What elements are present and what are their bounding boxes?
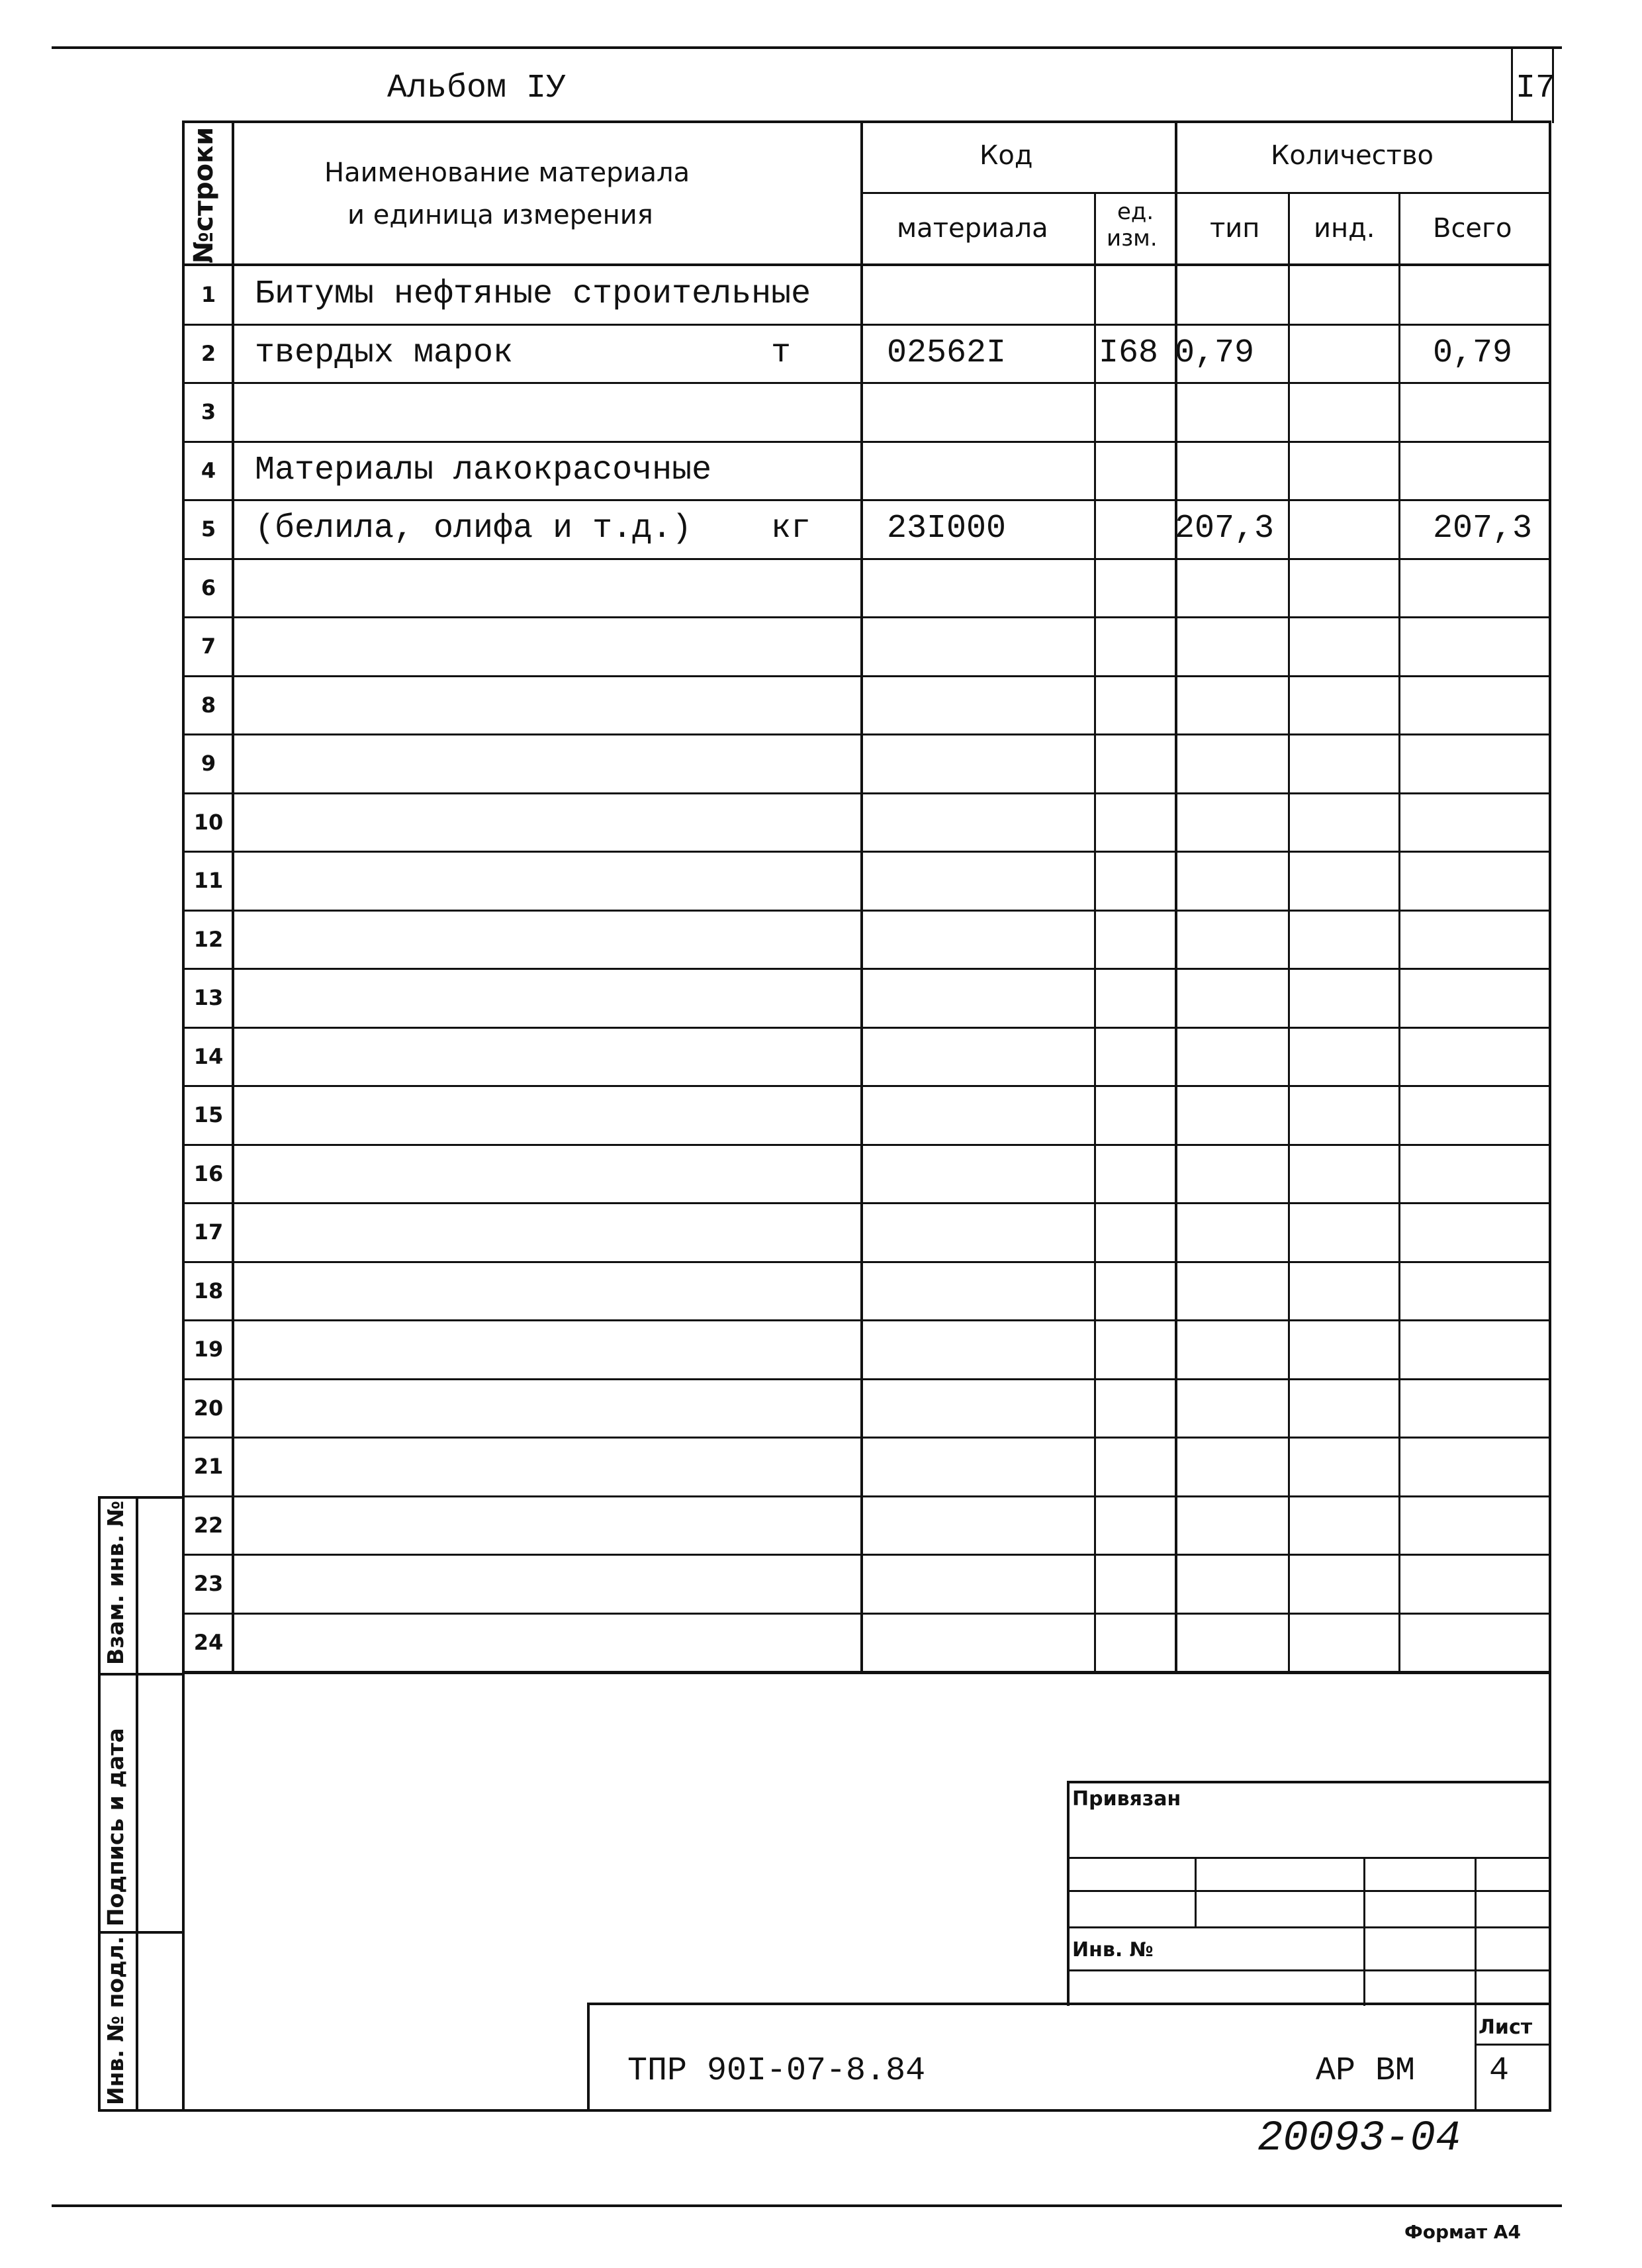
col-header-qty-ind: инд. [1314,213,1375,244]
col-header-quantity: Количество [1271,140,1434,171]
row-number: 23 [193,1571,224,1596]
album-title: Альбом IУ [387,70,567,107]
unit-of-measure: т [771,334,792,372]
row-number: 4 [201,458,216,483]
col-header-name-line1: Наименование материала [324,158,690,188]
row-number: 7 [201,634,216,659]
row-number: 18 [193,1278,224,1303]
handwritten-number: 20093-04 [1257,2115,1461,2163]
material-name: Битумы нефтяные строительные [255,275,811,313]
row-number: 17 [193,1219,224,1245]
row-number: 19 [193,1337,224,1362]
material-name: твердых марок [255,334,514,372]
stamp-vzam-inv: Взам. инв. № [103,1500,128,1665]
row-number: 8 [201,692,216,718]
col-header-name-line2: и единица измерения [347,200,653,230]
material-name: Материалы лакокрасочные [255,451,712,489]
unit-code: I68 [1099,334,1159,372]
row-number: 10 [193,810,224,835]
col-header-code: Код [980,140,1033,171]
row-number: 15 [193,1102,224,1127]
row-number: 3 [201,399,216,424]
row-number: 2 [201,341,216,366]
inv-no-label: Инв. № [1072,1938,1154,1961]
col-header-qty-type: тип [1210,213,1260,244]
quantity-type: 0,79 [1175,334,1255,372]
quantity-type: 207,3 [1175,510,1275,547]
row-number: 12 [193,927,224,952]
quantity-total: 207,3 [1433,510,1533,547]
row-number: 22 [193,1513,224,1538]
stamp-signature-date: Подпись и дата [103,1728,128,1926]
list-label: Лист [1479,2016,1533,2039]
material-code: 23I000 [887,510,1007,547]
col-header-unit-line2: изм. [1107,225,1158,252]
quantity-total: 0,79 [1433,334,1513,372]
sheet-number: 4 [1489,2052,1510,2090]
col-header-unit-line1: ед. [1117,199,1154,225]
row-number: 20 [193,1395,224,1421]
privyazan-label: Привязан [1072,1787,1181,1811]
col-header-code-material: материала [897,213,1048,244]
row-number: 1 [201,282,216,307]
document-code: ТПР 90I-07-8.84 [627,2052,926,2090]
row-number: 16 [193,1161,224,1186]
row-number: 24 [193,1630,224,1655]
material-name: (белила, олифа и т.д.) [255,510,692,547]
section-code: АР ВМ [1316,2052,1416,2090]
row-number: 13 [193,985,224,1010]
row-number: 9 [201,751,216,776]
format-label: Формат А4 [1404,2221,1521,2243]
row-number: 21 [193,1454,224,1479]
page-number: I7 [1516,70,1556,107]
unit-of-measure: кг [771,510,811,547]
row-number: 14 [193,1044,224,1069]
row-number: 5 [201,516,216,542]
stamp-inv-podl: Инв. № подл. [103,1936,128,2105]
col-header-row-no: №строки [189,126,219,263]
row-number: 11 [193,868,224,893]
material-code: 02562I [887,334,1007,372]
row-number: 6 [201,575,216,600]
col-header-qty-total: Всего [1433,213,1512,244]
